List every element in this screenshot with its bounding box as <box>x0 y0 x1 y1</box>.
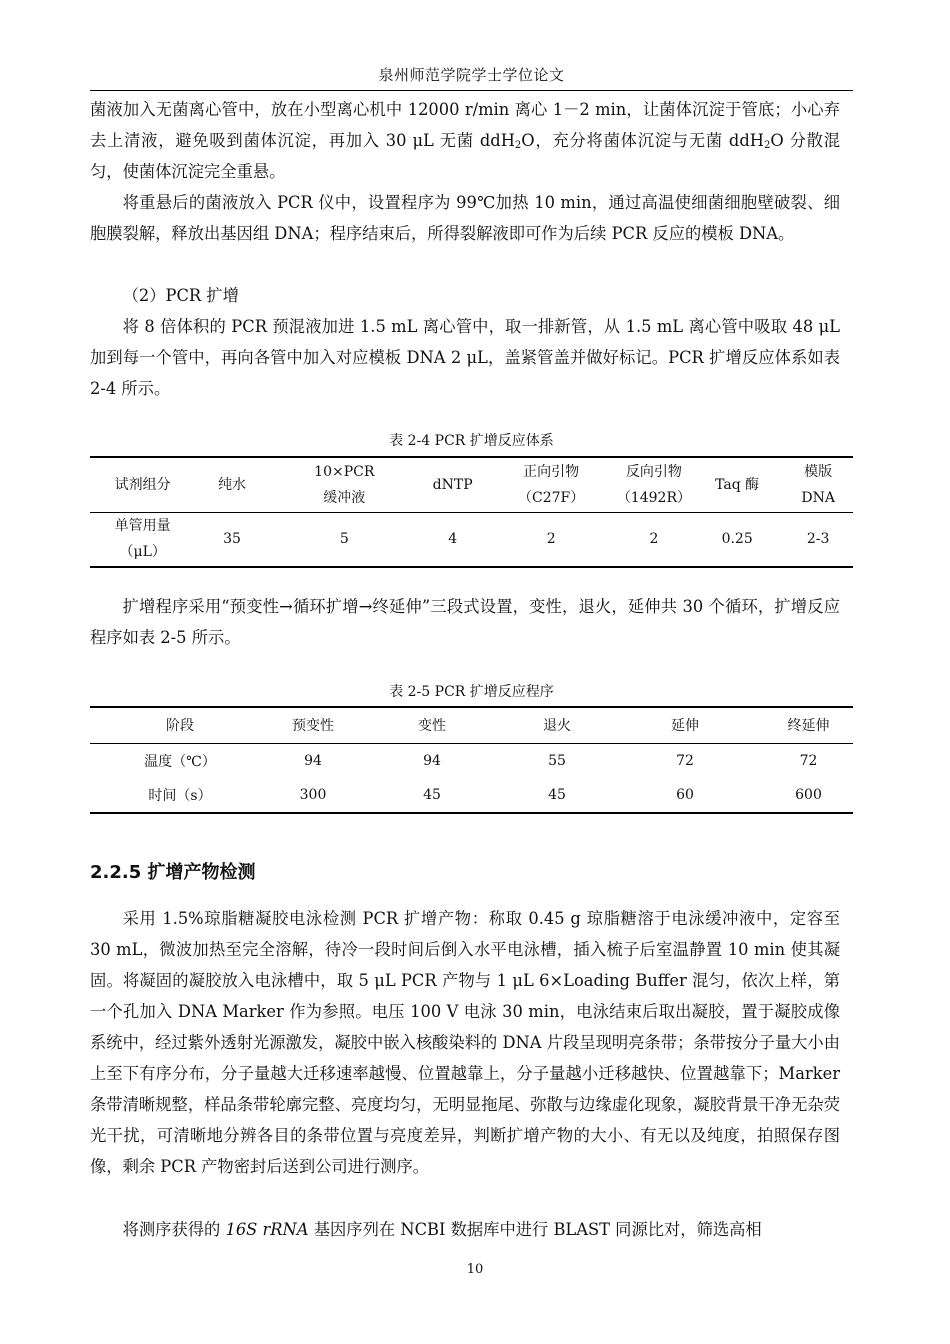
paragraph-amplification-program: 扩增程序采用“预变性→循环扩增→终延伸”三段式设置，变性，退火，延伸共 30 个循环，扩增反应程序如表 2-5 所示。 <box>90 597 840 647</box>
paragraph-electrophoresis: 采用 1.5%琼脂糖凝胶电泳检测 PCR 扩增产物：称取 0.45 g 琼脂糖溶于电泳缓冲液中，定容至 30 mL，微波加热至完全溶解，待冷一段时间后倒入水平电泳槽，插入梳子后室温静置 10 min 使其凝固。将凝固的凝胶放入电泳槽中，取 5 μL PCR 产物与 1 μL 6×Loading Buffer 混匀，依次上样，第一个孔加入 DNA Marker 作为参照。电压 100 V 电泳 30 min，电泳结束后取出凝胶，置于凝胶成像系统中，经过紫外透射光源激发，凝胶中嵌入核酸染料的 DNA 片段呈现明亮条带；条带按分子量大小由上至下有序分布，分子量越大迁移速率越慢、位置越靠上，分子量越小迁移越快、位置越靠下；Marker 条带清晰规整，样品条带轮廓完整、亮度均匀，无明显拖尾、弥散与边缘虚化现象，凝胶背景干净无杂荧光干扰，可清晰地分辨各目的条带位置与亮度差异，判断扩增产物的大小、有无以及纯度，拍照保存图像，剩余 PCR 产物密封后送到公司进行测序。 <box>90 909 840 1176</box>
table-cell: 600 <box>795 787 822 803</box>
header-cell: 模版 DNA <box>783 457 853 512</box>
section-heading: 2.2.5 扩增产物检测 <box>90 862 256 883</box>
header-cell: 退火 <box>508 707 606 743</box>
table-cell: 94 <box>304 752 322 769</box>
running-header: 泉州师范学院学士学位论文 <box>378 66 565 84</box>
header-cell: 正向引物 （C27F） <box>486 457 617 512</box>
table-header-row <box>90 707 853 743</box>
table-cell: 2 <box>649 531 659 548</box>
header-cell: 终延伸 <box>764 707 853 743</box>
row-label-cell: 温度（℃） <box>144 753 216 770</box>
header-cell: 预变性 <box>270 707 356 743</box>
header-rule <box>90 90 853 91</box>
table-cell: 45 <box>548 787 566 803</box>
paragraph-sequencing: 将测序获得的 16S rRNA 基因序列在 NCBI 数据库中进行 BLAST 同源比对，筛选高相 <box>122 1220 762 1239</box>
row-label-cell: 时间（s） <box>148 788 212 804</box>
table-2-5 <box>90 706 853 814</box>
subheading-pcr-amplification: （2）PCR 扩增 <box>122 286 239 305</box>
paragraph-bacteria-resuspension: 菌液加入无菌离心管中，放在小型离心机中 12000 r/min 离心 1－2 min，让菌体沉淀于管底；小心弃去上清液，避免吸到菌体沉淀，再加入 30 μL 无菌 ddH$_2$O，充分将菌体沉淀与无菌 ddH$_2$O 分散混匀，使菌体沉淀完全重悬。 <box>90 100 841 181</box>
row-label-cell: 单管用量 （μL） <box>114 518 171 561</box>
header-cell: Taq 酶 <box>691 457 783 512</box>
header-cell: dNTP <box>420 457 486 512</box>
table-cell: 45 <box>423 787 441 803</box>
page-number: 10 <box>466 1262 484 1277</box>
table-cell: 4 <box>448 531 458 548</box>
table-cell: 0.25 <box>721 531 753 548</box>
header-cell: 10×PCR 缓冲液 <box>269 457 420 512</box>
table-cell: 2-3 <box>806 531 830 548</box>
table-cell: 55 <box>548 752 566 769</box>
table-row <box>90 778 853 813</box>
table-header-row <box>90 457 853 512</box>
paragraph-lysis: 将重悬后的菌液放入 PCR 仪中，设置程序为 99℃加热 10 min，通过高温使细菌细胞壁破裂、细胞膜裂解，释放出基因组 DNA；程序结束后，所得裂解液即可作为后续 PCR 反应的模板 DNA。 <box>90 193 840 243</box>
table-cell: 60 <box>676 787 694 803</box>
header-cell: 变性 <box>356 707 508 743</box>
table-cell: 72 <box>799 752 818 769</box>
table-cell: 94 <box>423 752 441 769</box>
header-cell: 阶段 <box>90 707 270 743</box>
table-2-4 <box>90 456 853 568</box>
header-cell: 试剂组分 <box>90 457 195 512</box>
table-2-5-caption: 表 2-5 PCR 扩增反应程序 <box>389 684 554 700</box>
table-cell: 5 <box>339 531 349 548</box>
table-cell: 72 <box>676 752 694 769</box>
header-cell: 反向引物 （1492R） <box>617 457 691 512</box>
table-2-4-caption: 表 2-4 PCR 扩增反应体系 <box>389 433 554 449</box>
header-cell: 纯水 <box>195 457 268 512</box>
table-cell: 300 <box>299 787 327 803</box>
paragraph-pcr-setup: 将 8 倍体积的 PCR 预混液加进 1.5 mL 离心管中，取一排新管，从 1.5 mL 离心管中吸取 48 μL 加到每一个管中，再向各管中加入对应模板 DNA 2 μL，盖紧管盖并做好标记。PCR 扩增反应体系如表 2-4 所示。 <box>90 317 840 398</box>
header-cell: 延伸 <box>606 707 764 743</box>
table-row <box>90 743 853 778</box>
table-row <box>90 512 853 567</box>
table-cell: 2 <box>546 531 556 548</box>
table-cell: 35 <box>223 531 241 548</box>
